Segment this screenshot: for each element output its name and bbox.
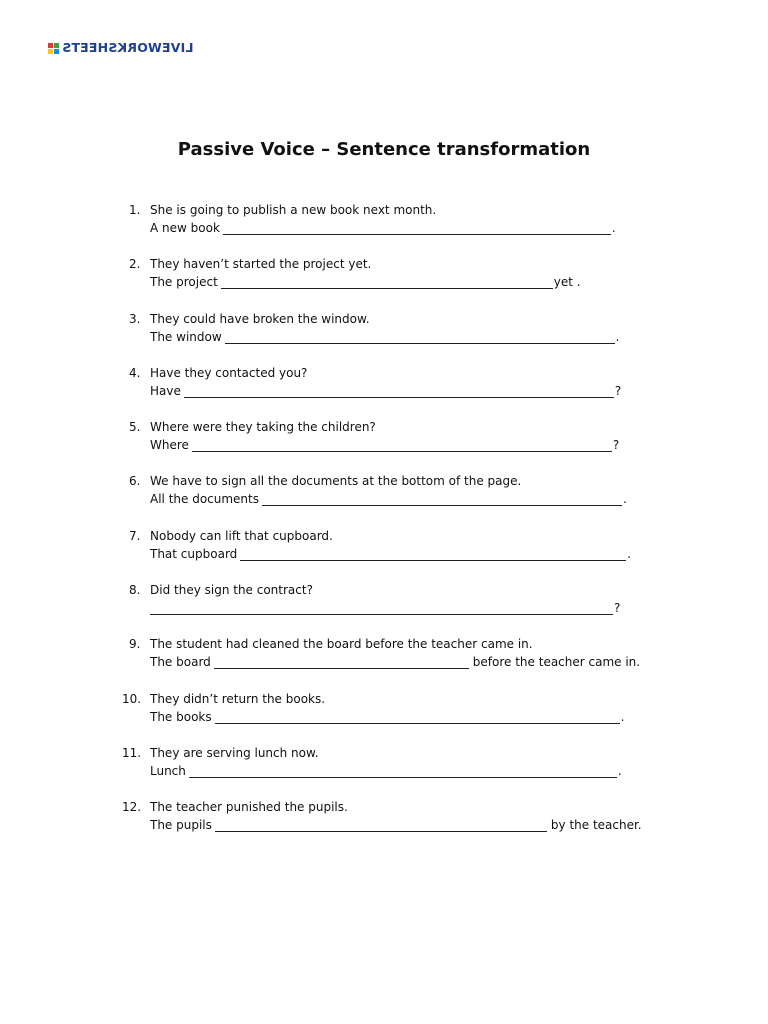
answer-suffix: ?: [612, 438, 620, 453]
question-number: 1.: [129, 203, 141, 217]
answer-blank[interactable]: [214, 656, 469, 669]
answer-suffix: .: [615, 329, 620, 344]
question-number: 10.: [122, 691, 142, 706]
answer-blank[interactable]: [192, 439, 612, 452]
question-number: 11.: [122, 745, 142, 760]
question-item: [129, 363, 649, 417]
answer-prefix: Have: [150, 383, 181, 398]
question-number: 2.: [129, 257, 141, 272]
question-sentence: They are serving lunch now.: [150, 745, 319, 760]
answer-suffix: yet .: [553, 275, 581, 290]
answer-line: [150, 655, 640, 670]
question-sentence: Where were they taking the children?: [150, 420, 376, 435]
answer-blank[interactable]: [262, 493, 622, 506]
question-item: [122, 689, 649, 743]
question-item: [122, 743, 649, 797]
answer-line: [150, 764, 622, 779]
answer-blank[interactable]: [184, 385, 614, 398]
answer-suffix: .: [611, 221, 616, 235]
answer-blank[interactable]: [215, 819, 547, 832]
answer-suffix: by the teacher.: [550, 818, 642, 833]
question-sentence: Have they contacted you?: [150, 365, 308, 380]
answer-suffix: before the teacher came in.: [472, 655, 641, 670]
logo-text: LIVEWORKSHEETS: [62, 40, 194, 55]
question-item: [129, 417, 649, 471]
logo-squares-icon: [48, 43, 59, 54]
answer-line: [150, 710, 624, 725]
answer-prefix: The board: [150, 655, 211, 670]
question-item: [129, 309, 649, 363]
answer-line: [150, 547, 631, 562]
question-sentence: The student had cleaned the board before the teacher came in.: [150, 637, 533, 652]
answer-suffix: .: [620, 709, 625, 724]
question-sentence: They could have broken the window.: [150, 311, 370, 326]
answer-line: [150, 492, 627, 507]
answer-blank[interactable]: [215, 711, 620, 724]
answer-line: [150, 221, 616, 236]
liveworksheets-logo: [48, 41, 193, 55]
question-sentence: She is going to publish a new book next month.: [150, 203, 437, 217]
answer-blank[interactable]: [221, 276, 553, 289]
question-item: [129, 471, 649, 525]
answer-blank[interactable]: [240, 548, 626, 561]
question-number: 8.: [129, 583, 141, 598]
answer-prefix: A new book: [150, 221, 220, 235]
question-item: [129, 254, 649, 308]
question-number: 6.: [129, 474, 141, 489]
question-number: 12.: [122, 800, 142, 815]
question-list: [122, 200, 649, 852]
question-item: [129, 580, 649, 634]
question-sentence: The teacher punished the pupils.: [150, 800, 348, 815]
answer-line: [150, 275, 581, 290]
answer-prefix: The books: [150, 709, 212, 724]
answer-prefix: The pupils: [150, 818, 212, 833]
question-item: [122, 797, 649, 851]
answer-suffix: .: [623, 492, 627, 507]
question-sentence: Nobody can lift that cupboard.: [150, 528, 333, 543]
question-number: 3.: [129, 311, 141, 326]
answer-line: [150, 818, 642, 833]
question-sentence: They didn’t return the books.: [150, 691, 326, 706]
answer-line: [150, 601, 620, 616]
answer-suffix: ?: [614, 383, 622, 398]
answer-suffix: .: [617, 763, 622, 778]
answer-suffix: .: [627, 546, 632, 561]
answer-prefix: The window: [150, 329, 222, 344]
worksheet-title: Passive Voice – Sentence transformation: [177, 139, 591, 160]
question-item: [129, 634, 649, 688]
answer-blank[interactable]: [150, 602, 613, 615]
question-number: 7.: [129, 528, 141, 543]
answer-prefix: The project: [150, 275, 218, 290]
answer-prefix: Where: [150, 438, 189, 453]
question-sentence: We have to sign all the documents at the bottom of the page.: [150, 474, 522, 489]
answer-blank[interactable]: [225, 331, 615, 344]
answer-suffix: ?: [614, 601, 621, 616]
answer-line: [150, 384, 621, 399]
answer-prefix: Lunch: [150, 763, 186, 778]
question-sentence: They haven’t started the project yet.: [150, 257, 372, 272]
answer-prefix: All the documents: [150, 492, 259, 507]
question-sentence: Did they sign the contract?: [150, 583, 313, 598]
question-number: 4.: [129, 365, 141, 380]
question-number: 5.: [129, 420, 141, 435]
question-number: 9.: [129, 637, 141, 652]
answer-blank[interactable]: [223, 222, 611, 235]
question-item: [129, 200, 649, 254]
answer-blank[interactable]: [189, 765, 617, 778]
answer-line: [150, 330, 620, 345]
question-item: [129, 526, 649, 580]
answer-line: [150, 438, 619, 453]
answer-prefix: That cupboard: [150, 546, 238, 561]
